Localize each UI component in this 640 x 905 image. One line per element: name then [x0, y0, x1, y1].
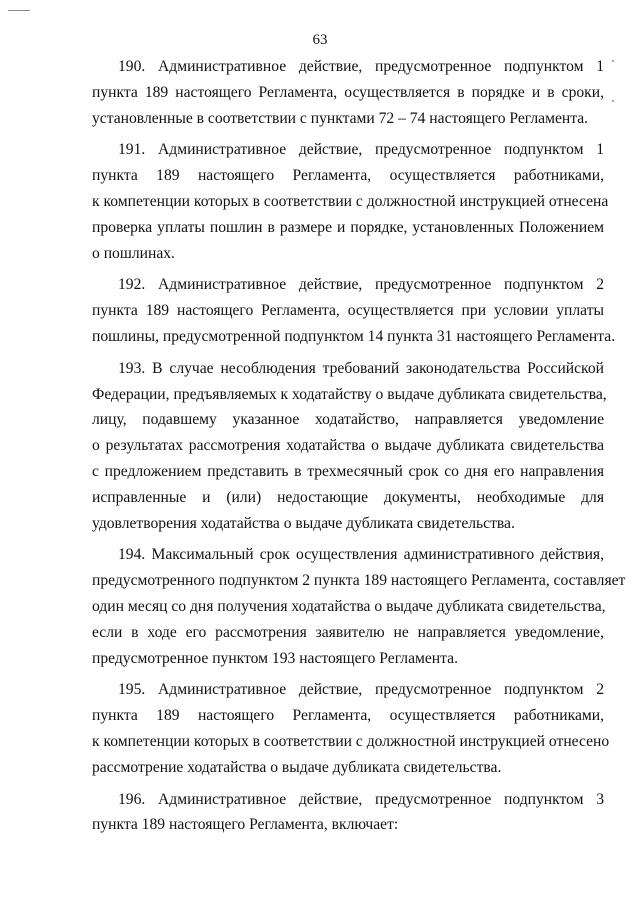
paragraph	[92, 137, 609, 266]
paragraph	[92, 542, 626, 671]
scan-artifact	[612, 60, 614, 62]
text-line: пункта 189 настоящего Регламента, осуществляется работниками,	[92, 707, 604, 725]
text-line: удовлетворения ходатайства о выдаче дубликата свидетельства.	[92, 514, 515, 532]
text-line: 195. Административное действие, предусмотренное подпунктом 2	[118, 681, 604, 699]
scan-artifact	[612, 100, 614, 102]
text-line: 190. Административное действие, предусмотренное подпунктом 1	[118, 58, 604, 75]
paragraph	[92, 787, 604, 839]
text-line: о результатах рассмотрения ходатайства о выдаче дубликата свидетельства	[92, 437, 604, 455]
text-line: к компетенции которых в соответствии с должностной инструкцией отнесено	[92, 732, 610, 750]
document-body	[92, 54, 626, 842]
text-line: пошлины, предусмотренной подпунктом 14 пункта 31 настоящего Регламента.	[92, 327, 616, 345]
text-line: 191. Административное действие, предусмотренное подпунктом 1	[118, 141, 604, 159]
text-line: пункта 189 настоящего Регламента, включает:	[92, 816, 399, 834]
paragraph	[92, 54, 604, 131]
text-line: если в ходе его рассмотрения заявителю не направляется уведомление,	[92, 623, 604, 641]
text-line: 193. В случае несоблюдения требований законодательства Российской	[118, 359, 604, 377]
text-line: 192. Административное действие, предусмотренное подпунктом 2	[118, 276, 604, 294]
text-line: с предложением представить в трехмесячный срок со дня его направления	[92, 462, 604, 480]
text-line: о пошлинах.	[92, 244, 175, 262]
text-line: один месяц со дня получения ходатайства о выдаче дубликата свидетельства,	[92, 597, 606, 615]
scan-artifact	[8, 10, 30, 11]
text-line: проверка уплаты пошлин в размере и порядке, установленных Положением	[92, 218, 604, 236]
text-line: пункта 189 настоящего Регламента, осуществляется работниками,	[92, 167, 604, 185]
text-line: лицу, подавшему указанное ходатайство, направляется уведомление	[92, 411, 604, 429]
text-line: предусмотренное пунктом 193 настоящего Регламента.	[92, 649, 458, 667]
text-line: предусмотренного подпунктом 2 пункта 189 настоящего Регламента, составляет	[92, 572, 626, 590]
page-number: 63	[312, 32, 328, 48]
paragraph	[92, 677, 610, 780]
text-line: 196. Административное действие, предусмотренное подпунктом 3	[118, 790, 604, 808]
text-line: установленные в соответствии с пунктами 72 – 74 настоящего Регламента.	[92, 109, 589, 127]
text-line: исправленные и (или) недостающие документы, необходимые для	[92, 488, 604, 506]
text-line: Федерации, предъявляемых к ходатайству о выдаче дубликата свидетельства,	[92, 385, 607, 403]
text-line: пункта 189 настоящего Регламента, осуществляется в порядке и в сроки,	[92, 83, 604, 101]
paragraph	[92, 356, 607, 537]
text-line: пункта 189 настоящего Регламента, осуществляется при условии уплаты	[92, 302, 604, 320]
text-line: 194. Максимальный срок осуществления административного действия,	[118, 546, 604, 564]
text-line: рассмотрение ходатайства о выдаче дубликата свидетельства.	[92, 758, 502, 776]
text-line: к компетенции которых в соответствии с должностной инструкцией отнесена	[92, 192, 609, 210]
paragraph	[92, 272, 616, 349]
